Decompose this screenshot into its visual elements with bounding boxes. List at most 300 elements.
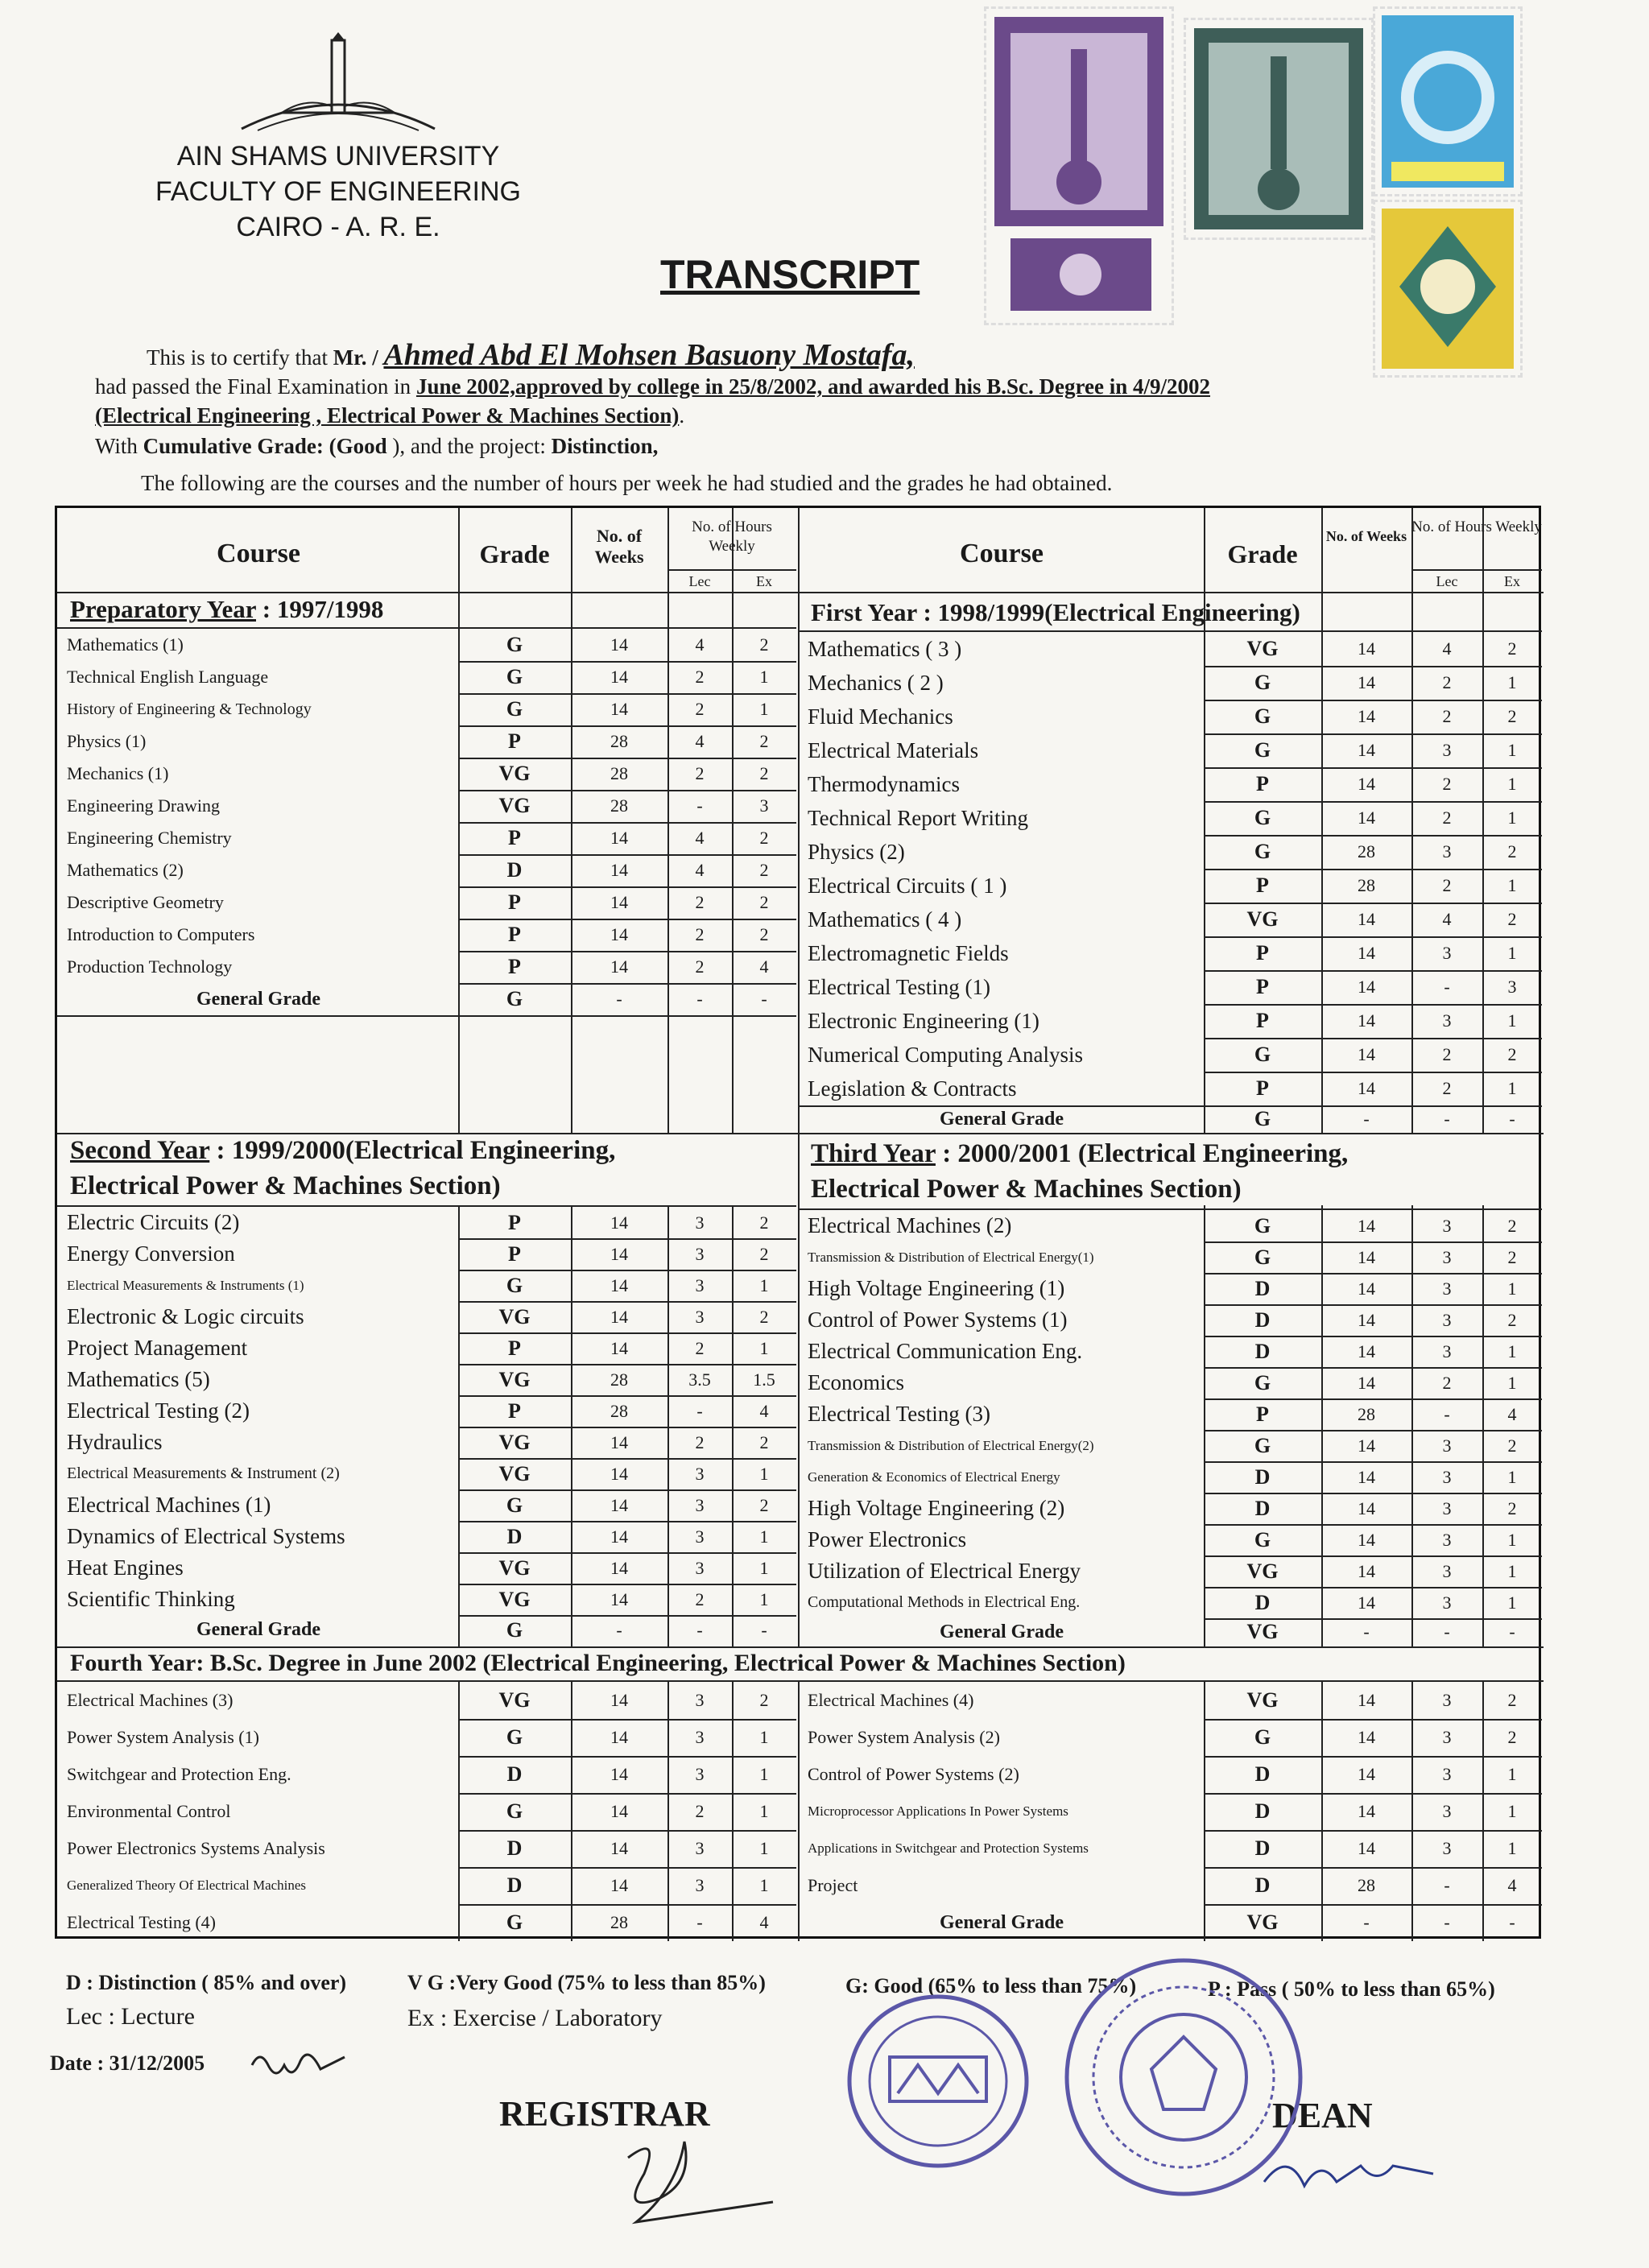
second-ex: 1 [759,1558,769,1578]
fourth-left-weeks: 14 [610,1690,628,1710]
first-grade: VG [1246,637,1279,660]
second-row-divider [458,1301,796,1303]
third-ex: 2 [1507,1216,1517,1236]
first-ex: 2 [1507,706,1517,726]
table-column-divider [571,1680,572,1941]
legend-exercise: Ex : Exercise / Laboratory [407,2005,663,2031]
third-course: Computational Methods in Electrical Eng. [808,1593,1081,1611]
second-lec: 3 [695,1464,705,1484]
third-row-divider [1204,1461,1542,1463]
prep-grade: VG [498,762,531,785]
table-column-divider [571,1205,572,1646]
second-weeks: 14 [610,1558,628,1578]
first-lec: 2 [1442,808,1452,828]
second-course: Project Management [67,1336,248,1360]
prep-general-ex: - [761,989,767,1009]
fourth-left-course: Power Electronics Systems Analysis [67,1838,325,1858]
fourth-left-lec: - [696,1912,703,1932]
second-grade: VG [498,1368,531,1391]
prep-general-grade: G [506,987,523,1010]
header-grade-right: Grade [1227,539,1298,568]
faculty-name: FACULTY OF ENGINEERING [155,176,522,207]
fourth-left-lec: 3 [695,1727,705,1747]
first-course: Fluid Mechanics [808,704,953,729]
prep-ex: 3 [759,795,769,816]
third-general-lec: - [1444,1621,1450,1642]
second-ex: 1.5 [753,1369,775,1390]
fourth-left-row-divider [458,1830,796,1832]
table-column-divider [1482,1205,1484,1646]
first-year-title: First Year : 1998/1999(Electrical Engineering) [811,598,1300,626]
first-ex: 2 [1507,638,1517,659]
first-ex: 1 [1507,740,1517,760]
second-lec: 2 [695,1338,705,1358]
first-row-divider [1204,733,1542,735]
third-weeks: 14 [1358,1279,1375,1299]
fourth-right-ex: 1 [1507,1838,1517,1858]
third-weeks: 14 [1358,1498,1375,1518]
second-grade: P [508,1399,521,1423]
cert-line2-prefix: had passed the Final Examination in [95,374,411,399]
third-grade: D [1254,1308,1271,1332]
first-lec: 3 [1442,841,1452,861]
fourth-left-lec: 3 [695,1764,705,1784]
first-ex: 2 [1507,909,1517,929]
first-lec: 4 [1442,638,1452,659]
fourth-right-row-divider [1204,1867,1542,1869]
legend-pass: P : Pass ( 50% to less than 65%) [1208,1977,1495,2001]
third-course: Economics [808,1370,904,1394]
first-weeks: 14 [1358,774,1375,794]
third-lec: 3 [1442,1593,1452,1613]
prep-ex: 1 [759,667,769,687]
third-general-label: General Grade [940,1621,1064,1642]
second-lec: 3 [695,1495,705,1515]
prep-grade: VG [498,794,531,817]
third-lec: 3 [1442,1436,1452,1456]
third-course: High Voltage Engineering (2) [808,1496,1065,1520]
prep-course: Engineering Drawing [67,795,220,816]
first-row-divider [1204,1038,1542,1039]
fourth-right-lec: 3 [1442,1727,1452,1747]
first-weeks: 14 [1358,1010,1375,1031]
second-row-divider [458,1270,796,1271]
university-city: CAIRO - A. R. E. [236,212,440,242]
center-divider [798,1680,800,1941]
first-course: Electrical Testing (1) [808,975,991,999]
third-lec: 3 [1442,1530,1452,1550]
registrar-label: REGISTRAR [499,2094,710,2134]
fourth-right-grade: D [1254,1836,1271,1860]
header-hours-divider [1411,569,1542,571]
second-row-divider [458,1238,796,1240]
grades-table [55,506,1541,1939]
fourth-left-course: Generalized Theory Of Electrical Machines [67,1878,307,1893]
prep-lec: 2 [695,956,705,977]
prep-ex: 2 [759,892,769,912]
table-column-divider [1321,508,1323,1133]
fourth-left-weeks: 14 [610,1764,628,1784]
faculty-seal [837,1981,1039,2182]
cert-line4-a: With [95,434,138,458]
first-ex: 3 [1507,977,1517,997]
second-lec: 3 [695,1558,705,1578]
third-ex: 2 [1507,1436,1517,1456]
third-row-divider [1204,1398,1542,1400]
third-weeks: 28 [1358,1404,1375,1424]
third-grade: D [1254,1497,1271,1520]
third-course: Transmission & Distribution of Electrical Energy(1) [808,1250,1094,1265]
first-course: Physics (2) [808,840,905,864]
prep-grade: P [508,729,521,753]
third-row-divider [1204,1304,1542,1306]
prep-course: Introduction to Computers [67,924,255,944]
third-lec: 3 [1442,1216,1452,1236]
fourth-left-lec: 3 [695,1690,705,1710]
second-grade: VG [498,1588,531,1611]
second-lec: 3 [695,1212,705,1233]
first-grade: P [1256,1009,1269,1032]
first-grade: P [1256,1076,1269,1100]
prep-row-divider [458,951,796,952]
fourth-right-lec: 3 [1442,1764,1452,1784]
first-course: Electrical Circuits ( 1 ) [808,874,1007,898]
third-row-divider [1204,1367,1542,1369]
prep-course: Mathematics (1) [67,634,184,655]
second-course: Scientific Thinking [67,1587,235,1611]
revenue-stamp-yellow [1373,200,1523,378]
first-weeks: 14 [1358,1044,1375,1064]
second-row-divider [458,1332,796,1334]
fourth-left-lec: 3 [695,1875,705,1895]
first-ex: 1 [1507,672,1517,692]
prep-general-label: General Grade [196,989,320,1010]
first-weeks: 14 [1358,740,1375,760]
second-ex: 1 [759,1338,769,1358]
fourth-right-weeks: 14 [1358,1838,1375,1858]
prep-year-title: Preparatory Year : 1997/1998 [70,595,384,623]
second-lec: 3 [695,1244,705,1264]
first-general-lec: - [1444,1109,1450,1129]
second-row-divider [458,1521,796,1522]
third-ex: 1 [1507,1561,1517,1581]
third-weeks: 14 [1358,1310,1375,1330]
first-row-divider [1204,700,1542,701]
prep-lec: 2 [695,763,705,783]
fourth-left-ex: 1 [759,1727,769,1747]
prep-lec: - [696,795,703,816]
cert-line5: The following are the courses and the number of hours per week he had studied and the grades he had obtained. [141,471,1113,495]
first-weeks: 14 [1358,672,1375,692]
fourth-left-grade: G [506,1911,523,1934]
fourth-left-row-divider [458,1904,796,1906]
table-column-divider [1321,1680,1323,1941]
first-grade: P [1256,941,1269,965]
first-course: Electronic Engineering (1) [808,1009,1039,1033]
fourth-left-weeks: 14 [610,1838,628,1858]
prep-course: Engineering Chemistry [67,828,232,848]
prep-row-divider [458,661,796,663]
prep-weeks: 14 [610,956,628,977]
header-hours-right: No. of Hours Weekly [1411,518,1542,535]
second-grade: P [508,1242,521,1266]
first-lec: 4 [1442,909,1452,929]
third-course: Power Electronics [808,1527,967,1551]
dean-label: DEAN [1272,2096,1373,2135]
fourth-right-row-divider [1204,1793,1542,1795]
third-grade: VG [1246,1560,1279,1583]
fourth-right-course: Power System Analysis (2) [808,1727,1000,1747]
first-row-divider [1204,869,1542,870]
second-lec: 3.5 [688,1369,711,1390]
fourth-left-row-divider [458,1867,796,1869]
second-lec: 3 [695,1307,705,1327]
table-column-divider [732,1680,734,1941]
legend-very-good: V G :Very Good (75% to less than 85%) [407,1971,766,1994]
prep-weeks: 14 [610,828,628,848]
prep-row-divider [458,854,796,856]
table-column-divider [667,1205,669,1646]
fourth-left-grade: D [506,1873,523,1897]
second-ex: 2 [759,1432,769,1452]
fourth-right-grade: G [1254,1725,1271,1749]
first-grade: G [1254,671,1271,694]
third-lec: 3 [1442,1247,1452,1267]
prep-lec: 4 [695,860,705,880]
second-general-label: General Grade [196,1619,320,1640]
first-grade: VG [1246,907,1279,931]
third-course: Electrical Testing (3) [808,1402,991,1426]
first-row-divider [1204,835,1542,837]
second-weeks: 28 [610,1369,628,1390]
fourth-left-ex: 2 [759,1690,769,1710]
first-general-label: General Grade [940,1109,1064,1130]
fourth-left-lec: 2 [695,1801,705,1821]
second-grade: G [506,1274,523,1297]
fourth-left-weeks: 14 [610,1727,628,1747]
university-seal [1055,1948,1312,2206]
prep-ex: 2 [759,924,769,944]
fourth-right-course: Applications in Switchgear and Protection Systems [808,1840,1089,1856]
second-course: Hydraulics [67,1430,163,1454]
first-course: Electromagnetic Fields [808,941,1009,965]
prep-weeks: 14 [610,860,628,880]
header-course-left: Course [217,539,300,568]
third-year-title: Third Year : 2000/2001 (Electrical Engineering, [811,1139,1349,1168]
header-ex-left: Ex [756,573,772,589]
first-weeks: 14 [1358,1078,1375,1098]
issue-date: Date : 31/12/2005 [50,2051,205,2075]
table-column-divider [1411,1205,1413,1646]
third-ex: 1 [1507,1373,1517,1393]
first-row-divider [1204,903,1542,904]
first-row-divider [1204,767,1542,769]
fourth-right-lec: 3 [1442,1838,1452,1858]
third-weeks: 14 [1358,1436,1375,1456]
second-general-weeks: - [616,1620,622,1640]
fourth-right-weeks: 14 [1358,1727,1375,1747]
second-year-title-2: Electrical Power & Machines Section) [70,1171,501,1200]
fourth-left-row-divider [458,1756,796,1758]
prep-ex: 2 [759,634,769,655]
first-row-divider [1204,970,1542,972]
third-ex: 2 [1507,1498,1517,1518]
table-column-divider [458,508,460,1133]
fourth-left-grade: VG [498,1688,531,1712]
first-ex: 1 [1507,1010,1517,1031]
second-ex: 2 [759,1244,769,1264]
third-grade: G [1254,1528,1271,1551]
fourth-right-course: Project [808,1875,858,1895]
prep-weeks: 14 [610,924,628,944]
second-weeks: 14 [610,1464,628,1484]
third-row-divider [1204,1587,1542,1588]
second-row-divider [458,1395,796,1397]
table-column-divider [1411,508,1413,1133]
fourth-right-weeks: 14 [1358,1764,1375,1784]
fourth-left-course: Environmental Control [67,1801,231,1821]
second-ex: 1 [759,1589,769,1609]
second-grade: P [508,1211,521,1234]
fourth-general-divider [1204,1904,1542,1906]
third-grade: P [1256,1403,1269,1426]
second-weeks: 14 [610,1526,628,1547]
fourth-left-ex: 4 [759,1912,769,1932]
second-grade: VG [498,1462,531,1485]
prep-ex: 2 [759,828,769,848]
first-general-weeks: - [1363,1109,1370,1129]
fourth-left-weeks: 14 [610,1875,628,1895]
third-course: Utilization of Electrical Energy [808,1559,1081,1583]
second-lec: 3 [695,1275,705,1295]
fourth-left-ex: 1 [759,1875,769,1895]
first-row-divider [1204,666,1542,667]
fourth-left-course: Electrical Testing (4) [67,1912,216,1932]
fourth-left-course: Power System Analysis (1) [67,1727,259,1747]
fourth-right-weeks: 14 [1358,1801,1375,1821]
prep-course: Production Technology [67,956,233,977]
third-lec: 3 [1442,1341,1452,1361]
second-course: Energy Conversion [67,1241,235,1266]
date-signature [248,2041,353,2089]
prep-general-lec: - [696,989,703,1009]
fourth-right-row-divider [1204,1830,1542,1832]
second-grade: VG [498,1305,531,1328]
table-column-divider [571,508,572,1133]
first-course: Legislation & Contracts [808,1076,1017,1101]
second-lec: - [696,1401,703,1421]
second-weeks: 14 [610,1212,628,1233]
cert-line3-end: . [679,403,685,428]
fourth-right-lec: - [1444,1875,1450,1895]
third-general-divider [1204,1618,1542,1620]
cert-line2-detail: June 2002,approved by college in 25/8/2002, and awarded his B.Sc. Degree in 4/9/2002 [415,374,1211,399]
fourth-left-ex: 1 [759,1801,769,1821]
fourth-year-title: Fourth Year: B.Sc. Degree in June 2002 (Electrical Engineering, Electrical Power & Machines Section) [70,1650,1126,1676]
third-course: Control of Power Systems (1) [808,1308,1068,1332]
prep-general-weeks: - [616,989,622,1009]
third-course: Electrical Machines (2) [808,1213,1012,1237]
first-lec: 2 [1442,706,1452,726]
first-ex: 1 [1507,774,1517,794]
prep-weeks: 14 [610,667,628,687]
first-lec: 2 [1442,875,1452,895]
second-course: Dynamics of Electrical Systems [67,1524,345,1548]
prep-lec: 2 [695,924,705,944]
second-course: Electrical Machines (1) [67,1493,271,1517]
fourth-right-row-divider [1204,1719,1542,1721]
third-grade: D [1254,1465,1271,1489]
university-name: AIN SHAMS UNIVERSITY [176,141,500,171]
table-column-divider [732,508,734,1133]
third-weeks: 14 [1358,1561,1375,1581]
prep-lec: 4 [695,634,705,655]
first-course: Thermodynamics [808,772,960,796]
prep-ex: 2 [759,860,769,880]
prep-course: History of Engineering & Technology [67,700,312,718]
student-name: Ahmed Abd El Mohsen Basuony Mostafa, [383,338,915,372]
third-weeks: 14 [1358,1467,1375,1487]
first-weeks: 14 [1358,808,1375,828]
fourth-right-course: Electrical Machines (4) [808,1690,974,1710]
third-grade: G [1254,1434,1271,1457]
prep-course: Physics (1) [67,731,147,751]
third-general-weeks: - [1363,1621,1370,1642]
third-lec: 3 [1442,1310,1452,1330]
third-ex: 1 [1507,1593,1517,1613]
first-lec: 3 [1442,1010,1452,1031]
second-general-divider [458,1615,796,1617]
fourth-right-grade: D [1254,1762,1271,1786]
third-grade: D [1254,1591,1271,1614]
third-course: Generation & Economics of Electrical Energy [808,1469,1060,1485]
first-lec: 2 [1442,1078,1452,1098]
table-column-divider [732,1205,734,1646]
second-grade: D [506,1525,523,1548]
prep-ex: 2 [759,731,769,751]
prep-row-divider [458,919,796,920]
second-weeks: 14 [610,1589,628,1609]
prep-ex: 2 [759,763,769,783]
fourth-right-weeks: 14 [1358,1690,1375,1710]
third-general-ex: - [1509,1621,1515,1642]
second-course: Electrical Measurements & Instruments (1) [67,1278,304,1293]
second-row-divider [458,1552,796,1554]
fourth-left-grade: G [506,1799,523,1823]
prep-weeks: 14 [610,699,628,719]
fourth-right-ex: 2 [1507,1727,1517,1747]
prep-row-divider [458,758,796,759]
second-lec: 2 [695,1432,705,1452]
table-column-divider [1204,1680,1205,1941]
fourth-right-grade: VG [1246,1688,1279,1712]
prep-lec: 4 [695,731,705,751]
first-grade: G [1254,840,1271,863]
first-row-divider [1204,801,1542,803]
first-grade: P [1256,772,1269,795]
first-grade: P [1256,975,1269,998]
third-row-divider [1204,1555,1542,1557]
third-lec: 2 [1442,1373,1452,1393]
third-ex: 1 [1507,1530,1517,1550]
fourth-right-ex: 4 [1507,1875,1517,1895]
prep-ex: 1 [759,699,769,719]
first-lec: 3 [1442,943,1452,963]
prep-row-divider [458,886,796,888]
prep-course: Mechanics (1) [67,763,169,783]
second-ex: 1 [759,1526,769,1547]
table-column-divider [1411,1680,1413,1941]
